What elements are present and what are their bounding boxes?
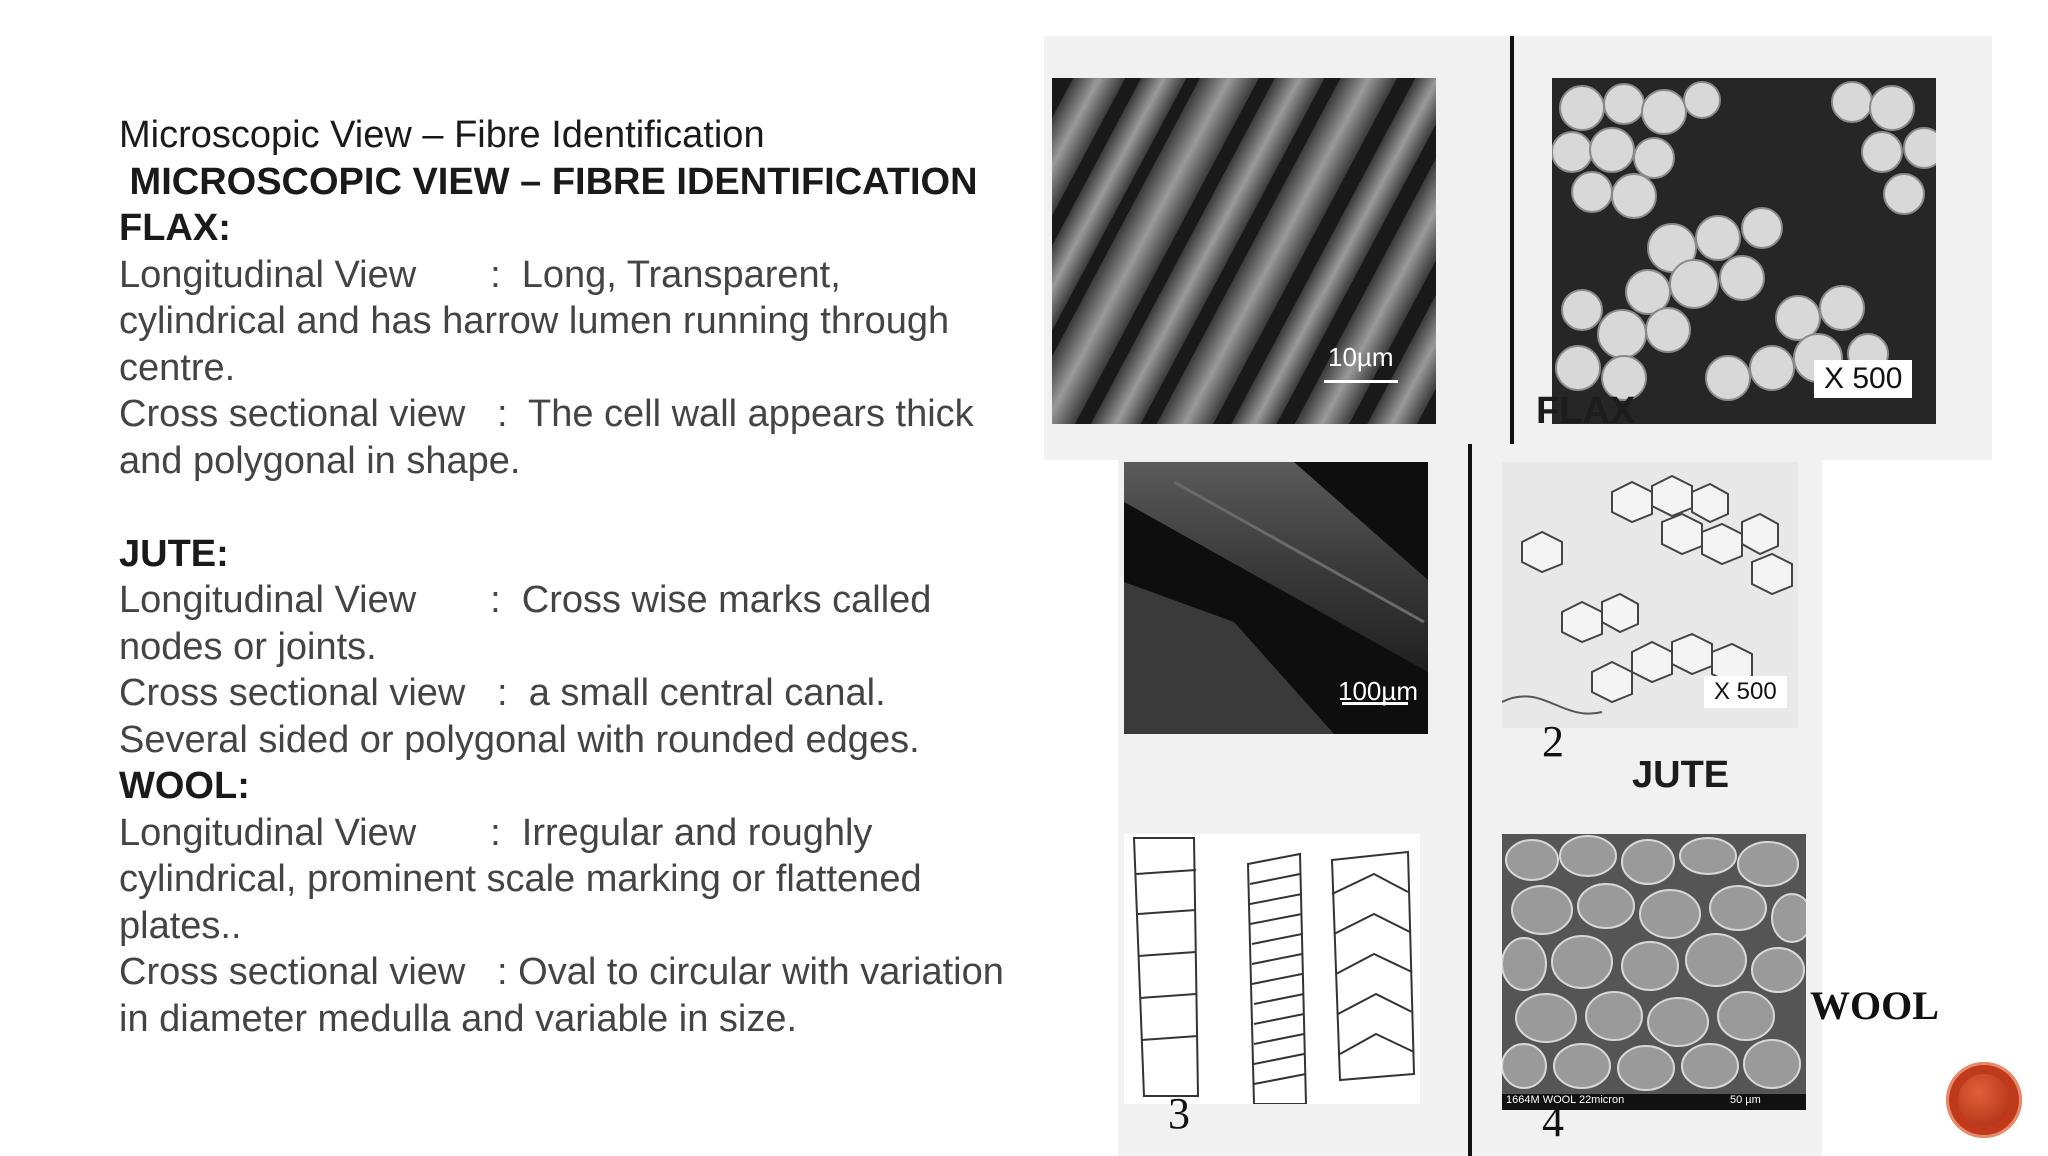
blank-line: [119, 484, 1039, 531]
wool-longitudinal-number: 3: [1168, 1089, 1190, 1138]
flax-line-4: Cross sectional view : The cell wall appears thick: [119, 393, 974, 435]
flax-magnification-label: X 500: [1814, 360, 1912, 398]
jute-longitudinal-image: [1124, 462, 1428, 734]
wool-line-5: in diameter medulla and variable in size.: [119, 997, 798, 1040]
wool-cells-graphic: [1502, 834, 1806, 1110]
slide-heading: MICROSCOPIC VIEW – FIBRE IDENTIFICATION: [119, 160, 978, 203]
flax-divider: [1510, 36, 1514, 444]
flax-image-label: FLAX: [1536, 390, 1636, 432]
jute-cross-number: 2: [1542, 717, 1564, 766]
wool-line-3: plates..: [119, 904, 242, 947]
wool-line-4: Cross sectional view : Oval to circular with variation: [119, 951, 1004, 993]
flax-longitudinal-image: [1052, 78, 1436, 424]
slide-title: Microscopic View – Fibre Identification: [119, 114, 765, 156]
next-slide-icon: [1958, 1074, 2010, 1126]
wool-scales-graphic: [1124, 834, 1420, 1104]
wool-longitudinal-image: [1124, 834, 1420, 1104]
jute-magnification-label: X 500: [1704, 676, 1787, 708]
slide-text: [119, 112, 1039, 1042]
flax-line-5: and polygonal in shape.: [119, 439, 521, 482]
jute-line-1: Longitudinal View : Cross wise marks called: [119, 579, 932, 621]
wool-image-label: WOOL: [1810, 983, 1939, 1028]
flax-line-1: Longitudinal View : Long, Transparent,: [119, 253, 841, 296]
jute-scale-label: 100µm: [1338, 676, 1419, 706]
flax-scale-label: 10µm: [1328, 342, 1394, 372]
jute-cross-section-image: [1502, 462, 1798, 728]
jute-line-2: nodes or joints.: [119, 625, 377, 668]
jute-line-4: Several sided or polygonal with rounded edges.: [119, 718, 920, 761]
wool-cross-number: 4: [1542, 1097, 1564, 1146]
wool-line-1: Longitudinal View : Irregular and roughly: [119, 811, 873, 854]
flax-line-2: cylindrical and has harrow lumen running through: [119, 300, 950, 342]
jute-line-3: Cross sectional view : a small central canal.: [119, 672, 886, 714]
flax-cross-section-image: [1552, 78, 1936, 424]
next-slide-button[interactable]: [1946, 1062, 2022, 1138]
wool-cross-section-image: [1502, 834, 1806, 1110]
section-name-jute: JUTE:: [119, 532, 229, 575]
section-name-wool: WOOL:: [119, 765, 250, 807]
jute-wool-divider: [1468, 444, 1472, 1156]
wool-cross-caption: 1664M WOOL 22micron: [1506, 1094, 1625, 1106]
wool-cross-scale: 50 µm: [1730, 1094, 1761, 1106]
jute-image-label: JUTE: [1632, 754, 1730, 796]
wool-line-2: cylindrical, prominent scale marking or flattened: [119, 858, 922, 900]
section-name-flax: FLAX:: [119, 207, 231, 249]
flax-line-3: centre.: [119, 346, 236, 389]
